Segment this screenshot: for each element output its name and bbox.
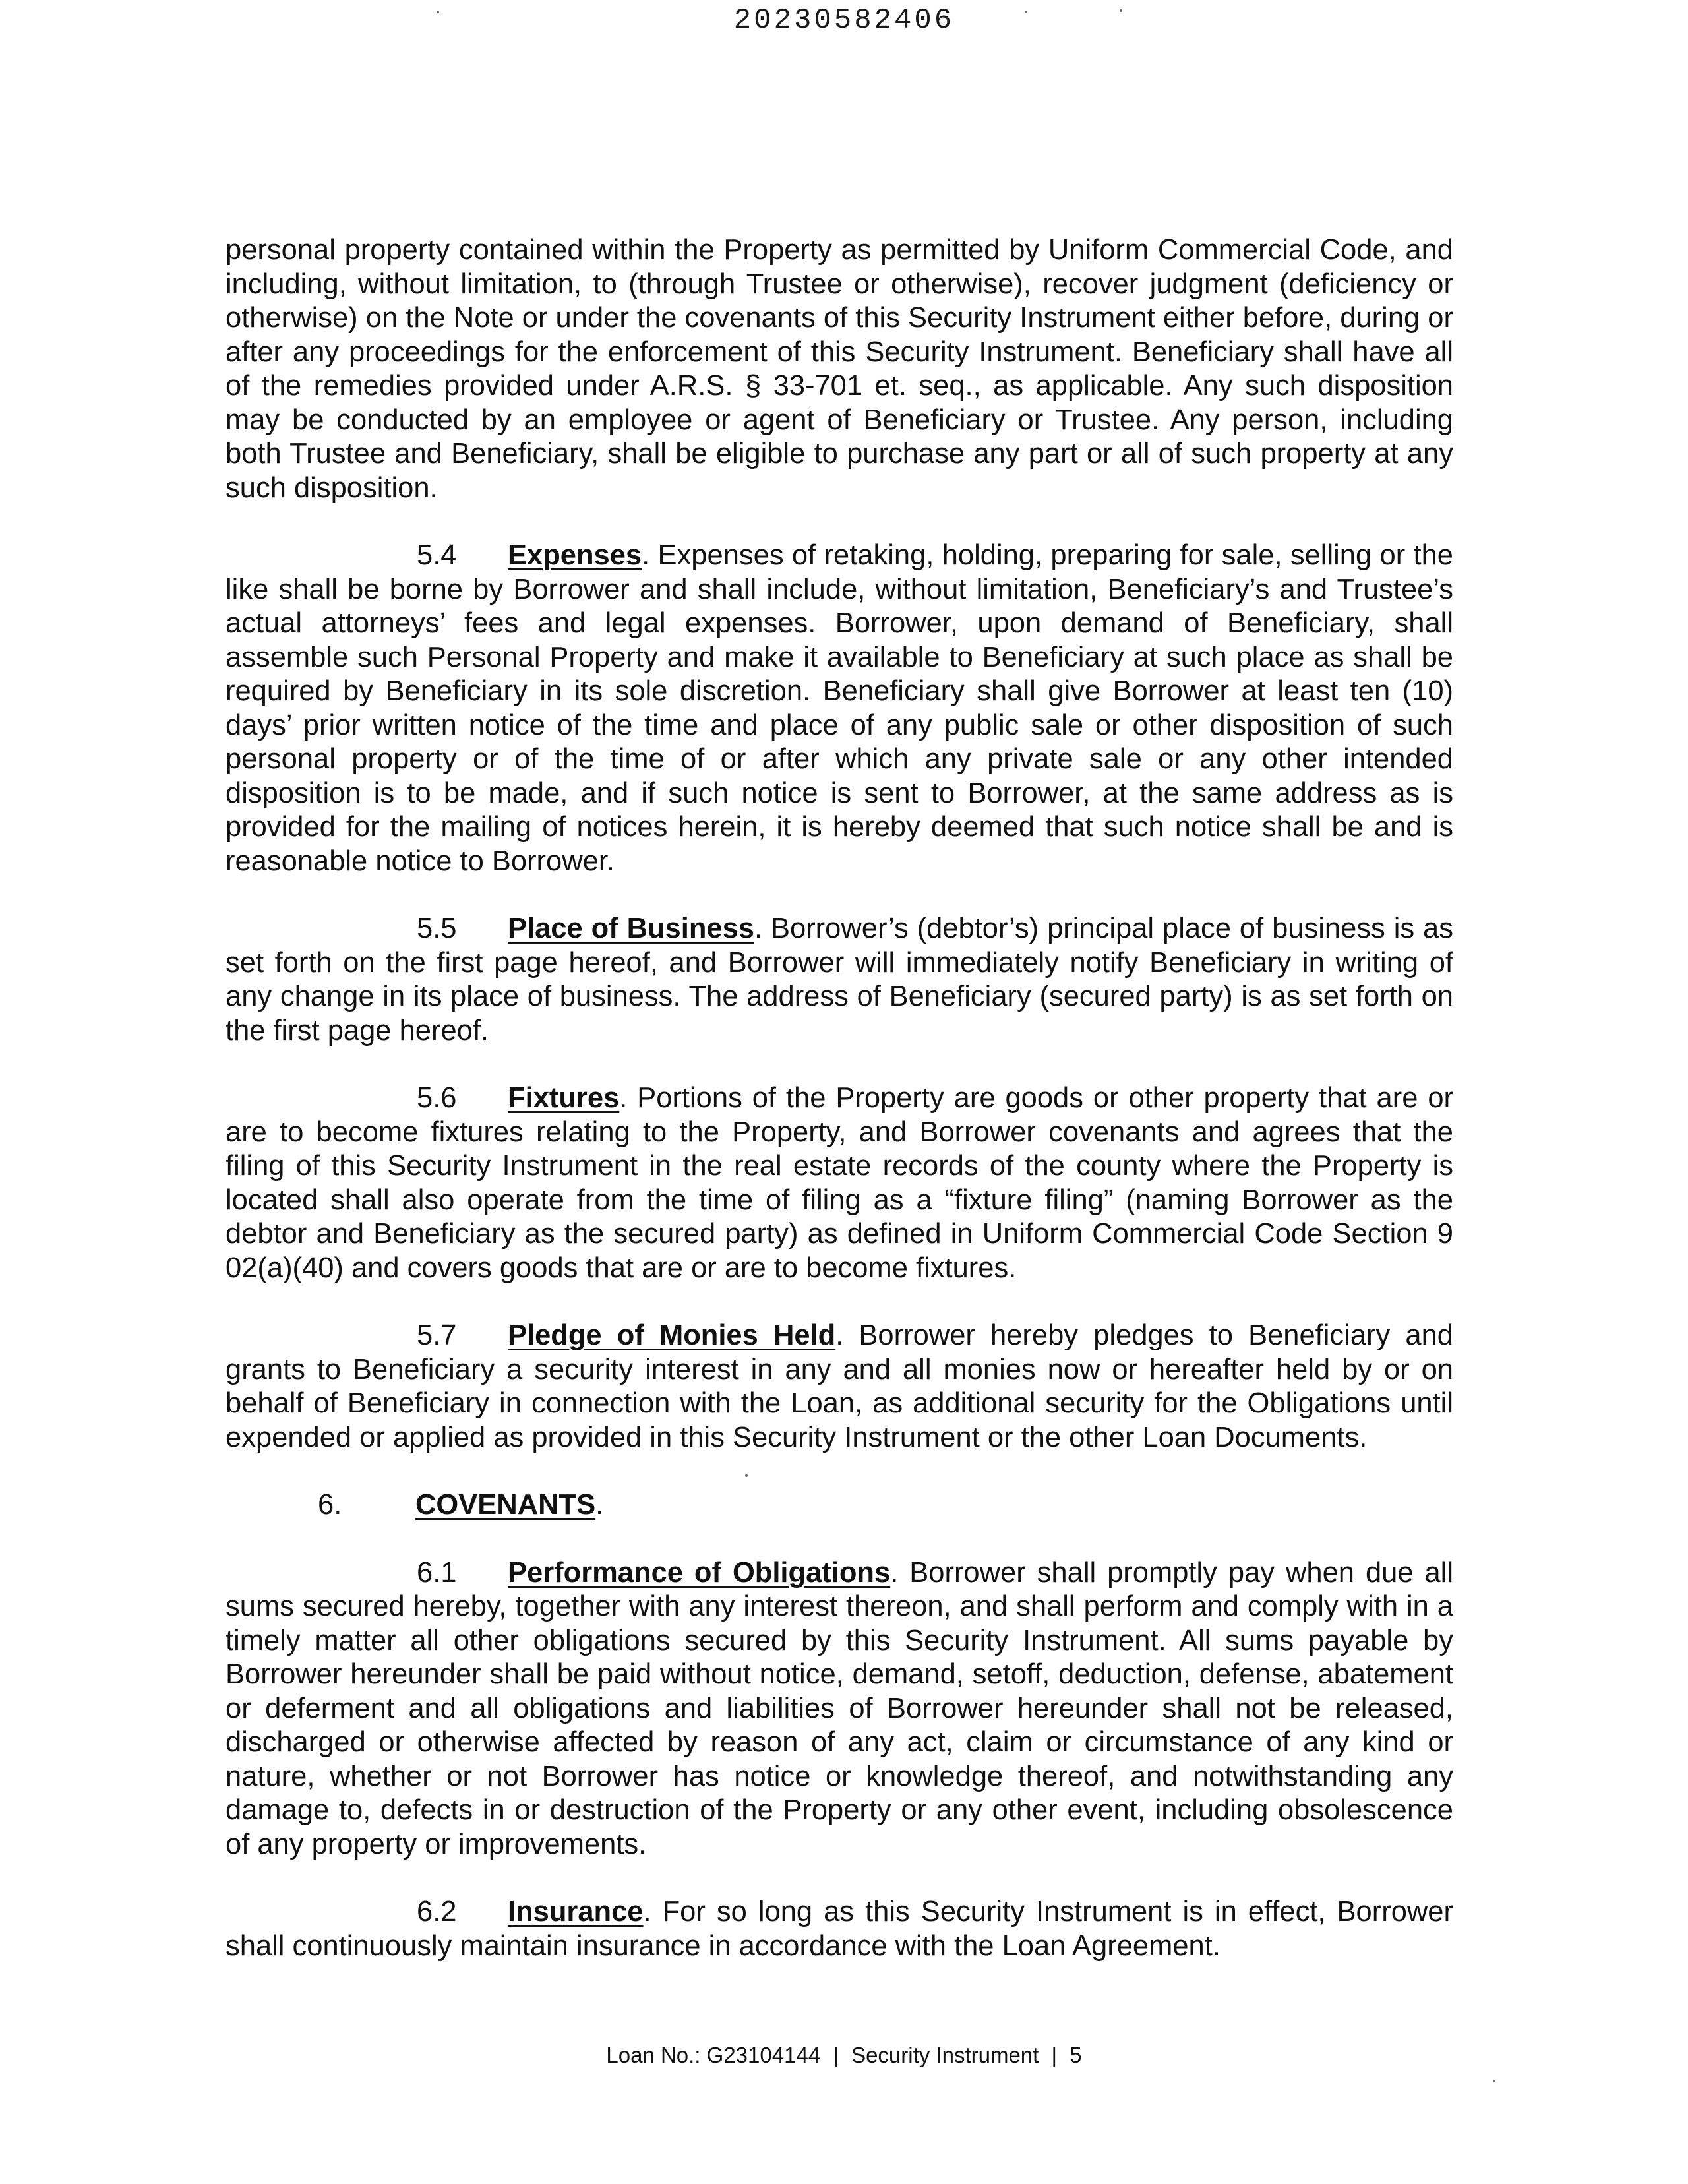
scan-speck — [1120, 9, 1122, 12]
loan-number: Loan No.: G23104144 — [606, 2043, 821, 2067]
section-5-6 — [226, 1081, 1453, 1285]
section-text: . Borrower shall promptly pay when due all sums secured hereby, together with any interest thereon, and shall perform and comply with in a timely matter all other obligations secured by this Security Instrument. All sums payable by Borrower hereunder shall be paid without notice, demand, setoff, deduction, defense, abatement or deferment and all obligations and liabilities of Borrower hereunder shall not be released, discharged or otherwise affected by reason of any act, claim or circumstance of any kind or nature, whether or not Borrower has notice or knowledge thereof, and notwithstanding any damage to, defects in or destruction of the Property or any other event, including obsolescence of any property or improvements. — [226, 1556, 1454, 1860]
scan-speck — [745, 1474, 748, 1477]
scan-speck — [437, 11, 439, 13]
section-number: 6. — [318, 1489, 342, 1521]
document-body — [226, 233, 1453, 1997]
section-heading-expenses: Expenses — [508, 539, 642, 571]
page-footer — [0, 2043, 1688, 2068]
section-6-title — [226, 1488, 1453, 1523]
scan-speck — [1025, 11, 1027, 13]
section-5-4 — [226, 539, 1453, 878]
section-5-5 — [226, 912, 1453, 1048]
section-number: 5.7 — [417, 1320, 457, 1351]
section-text: . Portions of the Property are goods or other property that are or are to become fixtures relating to the Property, and Borrower covenants and agrees that the filing of this Security Instrument in the real estate records of the county where the Property is located shall also operate from the time of filing as a “fixture filing” (naming Borrower as the debtor and Beneficiary as the secured party) as defined in Uniform Commercial Code Section 9 02(a)(40) and covers goods that are or are to become fixtures. — [226, 1082, 1453, 1284]
scan-speck — [1493, 2080, 1495, 2082]
section-heading-fixtures: Fixtures — [508, 1082, 620, 1114]
document-title: Security Instrument — [851, 2043, 1039, 2067]
section-6-1 — [226, 1556, 1453, 1862]
footer-separator: | — [833, 2043, 839, 2067]
footer-separator: | — [1051, 2043, 1058, 2067]
section-number: 5.5 — [417, 913, 457, 944]
section-heading-place-of-business: Place of Business — [508, 913, 754, 944]
section-number: 5.4 — [417, 539, 457, 571]
section-heading-pledge-of-monies-held: Pledge of Monies Held — [508, 1320, 836, 1351]
section-5-7 — [226, 1319, 1453, 1455]
section-heading-insurance: Insurance — [508, 1896, 644, 1927]
section-heading-covenants: COVENANTS — [415, 1489, 596, 1521]
section-text: . For so long as this Security Instrument is in effect, Borrower shall continuously maintain insurance in accordance with the Loan Agreement. — [226, 1896, 1453, 1962]
section-heading-performance-of-obligations: Performance of Obligations — [508, 1556, 891, 1589]
section-text: . Borrower’s (debtor’s) principal place of business is as set forth on the first page hereof, and Borrower will immediately notify Beneficiary in writing of any change in its place of business. The address of Beneficiary (secured party) is as set forth on the first page hereof. — [226, 913, 1453, 1046]
section-text: . Expenses of retaking, holding, preparing for sale, selling or the like shall be borne by Borrower and shall include, without limitation, Beneficiary’s and Trustee’s actual attorneys’ fees and legal expenses. Borrower, upon demand of Beneficiary, shall assemble such Personal Property and make it available to Beneficiary at such place as shall be required by Beneficiary in its sole discretion. Beneficiary shall give Borrower at least ten (10) days’ prior written notice of the time and place of any public sale or other disposition of such personal property or of the time of or after which any private sale or any other intended disposition is to be made, and if such notice is sent to Borrower, at the same address as is provided for the mailing of notices herein, it is hereby deemed that such notice shall be and is reasonable notice to Borrower. — [226, 539, 1453, 877]
section-number: 6.1 — [417, 1556, 457, 1589]
paragraph-intro: personal property contained within the Property as permitted by Uniform Commercial Code, and including, without limitation, to (through Trustee or otherwise), recover judgment (deficiency or otherwise) on the Note or under the covenants of this Security Instrument either before, during or after any proceedings for the enforcement of this Security Instrument. Beneficiary shall have all of the remedies provided under A.R.S. § 33-701 et. seq., as applicable. Any such disposition may be conducted by an employee or agent of Beneficiary or Trustee. Any person, including both Trustee and Beneficiary, shall be eligible to purchase any part or all of such property at any such disposition. — [226, 234, 1453, 504]
section-heading-tail: . — [595, 1489, 604, 1521]
document-number: 20230582406 — [733, 4, 955, 37]
section-number: 6.2 — [417, 1896, 457, 1927]
section-6-2 — [226, 1895, 1453, 1963]
section-number: 5.6 — [417, 1082, 457, 1114]
section-text: . Borrower hereby pledges to Beneficiary and grants to Beneficiary a security interest in any and all monies now or hereafter held by or on behalf of Beneficiary in connection with the Loan, as additional security for the Obligations until expended or applied as provided in this Security Instrument or the other Loan Documents. — [226, 1320, 1453, 1453]
page-number: 5 — [1070, 2043, 1082, 2067]
